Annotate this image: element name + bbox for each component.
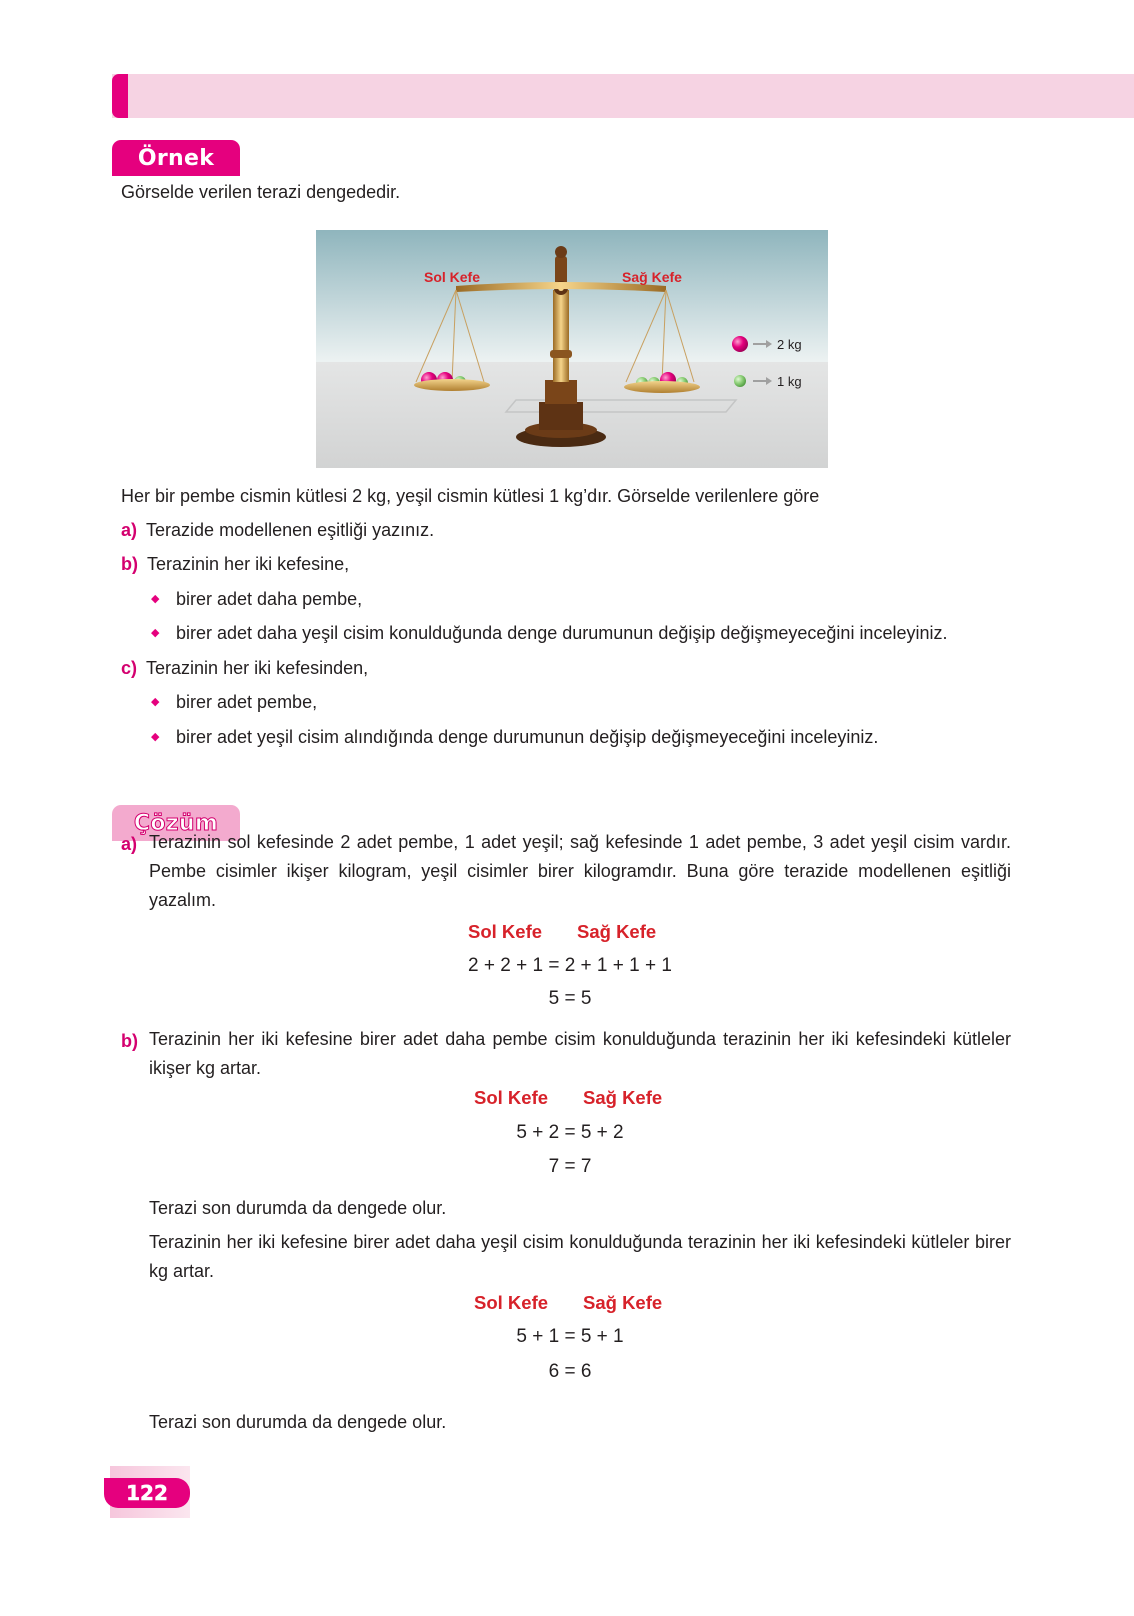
equation-result: 5 = 5 — [548, 988, 592, 1009]
equation-line: 5 + 2 = 5 + 2 — [516, 1122, 624, 1143]
equation-result: 6 = 6 — [548, 1361, 592, 1382]
question-a — [121, 518, 434, 542]
question-a-text: Terazide modellenen eşitliği yazınız. — [146, 520, 435, 540]
solution-b-text-2: Terazinin her iki kefesine birer adet daha yeşil cisim konulduğunda terazinin her iki kefesindeki kütleler birer kg artar. — [149, 1232, 1011, 1281]
legend-green-text: 1 kg — [777, 374, 802, 389]
question-c-label: c) — [121, 658, 138, 678]
solution-a-label: a) — [121, 834, 138, 854]
left-pan-label: Sol Kefe — [423, 269, 481, 285]
question-b — [121, 552, 349, 576]
equation-line: 2 + 2 + 1 = 2 + 1 + 1 + 1 — [468, 955, 672, 976]
example-intro: Görselde verilen terazi dengededir. — [121, 182, 401, 202]
question-c-item: birer adet yeşil cisim alındığında denge durumunun değişip değişmeyeceğini inceleyiniz. — [176, 727, 879, 747]
question-a-label: a) — [121, 520, 138, 540]
balance-scale-figure — [316, 230, 828, 468]
example-tag: Örnek — [112, 140, 240, 176]
pink-ball-icon — [732, 336, 748, 352]
equation-right-head: Sağ Kefe — [583, 1292, 663, 1313]
diamond-bullet-icon: ◆ — [151, 593, 160, 605]
question-b-item: birer adet daha yeşil cisim konulduğunda denge durumunun değişip değişmeyeceğini inceleyiniz. — [176, 623, 948, 643]
question-b-text: Terazinin her iki kefesine, — [147, 554, 350, 574]
legend-pink-text: 2 kg — [777, 337, 802, 352]
equation-left-head: Sol Kefe — [474, 1292, 549, 1313]
equation-right-head: Sağ Kefe — [577, 921, 657, 942]
page-number: 122 — [104, 1478, 190, 1508]
equation-left-head: Sol Kefe — [474, 1087, 549, 1108]
question-c-item: birer adet pembe, — [176, 692, 318, 712]
solution-b-label: b) — [121, 1031, 138, 1051]
solution-b-text: Terazinin her iki kefesine birer adet daha pembe cisim konulduğunda terazinin her iki kefesindeki kütleler ikişer kg artar. — [149, 1029, 1011, 1078]
diamond-bullet-icon: ◆ — [151, 731, 160, 743]
solution-tag: Çözüm — [112, 805, 240, 841]
equation-right-head: Sağ Kefe — [583, 1087, 663, 1108]
question-c — [121, 656, 368, 680]
solution-b-note: Terazi son durumda da dengede olur. — [149, 1412, 447, 1432]
question-c-text: Terazinin her iki kefesinden, — [146, 658, 369, 678]
diamond-bullet-icon: ◆ — [151, 627, 160, 639]
question-b-item: birer adet daha pembe, — [176, 589, 363, 609]
header-band — [112, 74, 1134, 118]
equation-left-head: Sol Kefe — [468, 921, 543, 942]
equation-result: 7 = 7 — [548, 1156, 592, 1177]
solution-a-text: Terazinin sol kefesinde 2 adet pembe, 1 adet yeşil; sağ kefesinde 1 adet pembe, 3 adet yeşil cisim vardır. Pembe cisimler ikişer kilogram, yeşil cisimler birer kilogramdır. Buna göre terazide modellenen eşitliği yazalım. — [149, 832, 1011, 910]
green-ball-icon — [734, 375, 746, 387]
example-question: Her bir pembe cismin kütlesi 2 kg, yeşil cismin kütlesi 1 kg’dır. Görselde verilenlere göre — [121, 486, 820, 506]
right-pan-label: Sağ Kefe — [622, 269, 682, 285]
equation-line: 5 + 1 = 5 + 1 — [516, 1326, 624, 1347]
diamond-bullet-icon: ◆ — [151, 696, 160, 708]
question-b-label: b) — [121, 554, 138, 574]
solution-b-note: Terazi son durumda da dengede olur. — [149, 1198, 447, 1218]
header-band-accent — [112, 74, 128, 118]
